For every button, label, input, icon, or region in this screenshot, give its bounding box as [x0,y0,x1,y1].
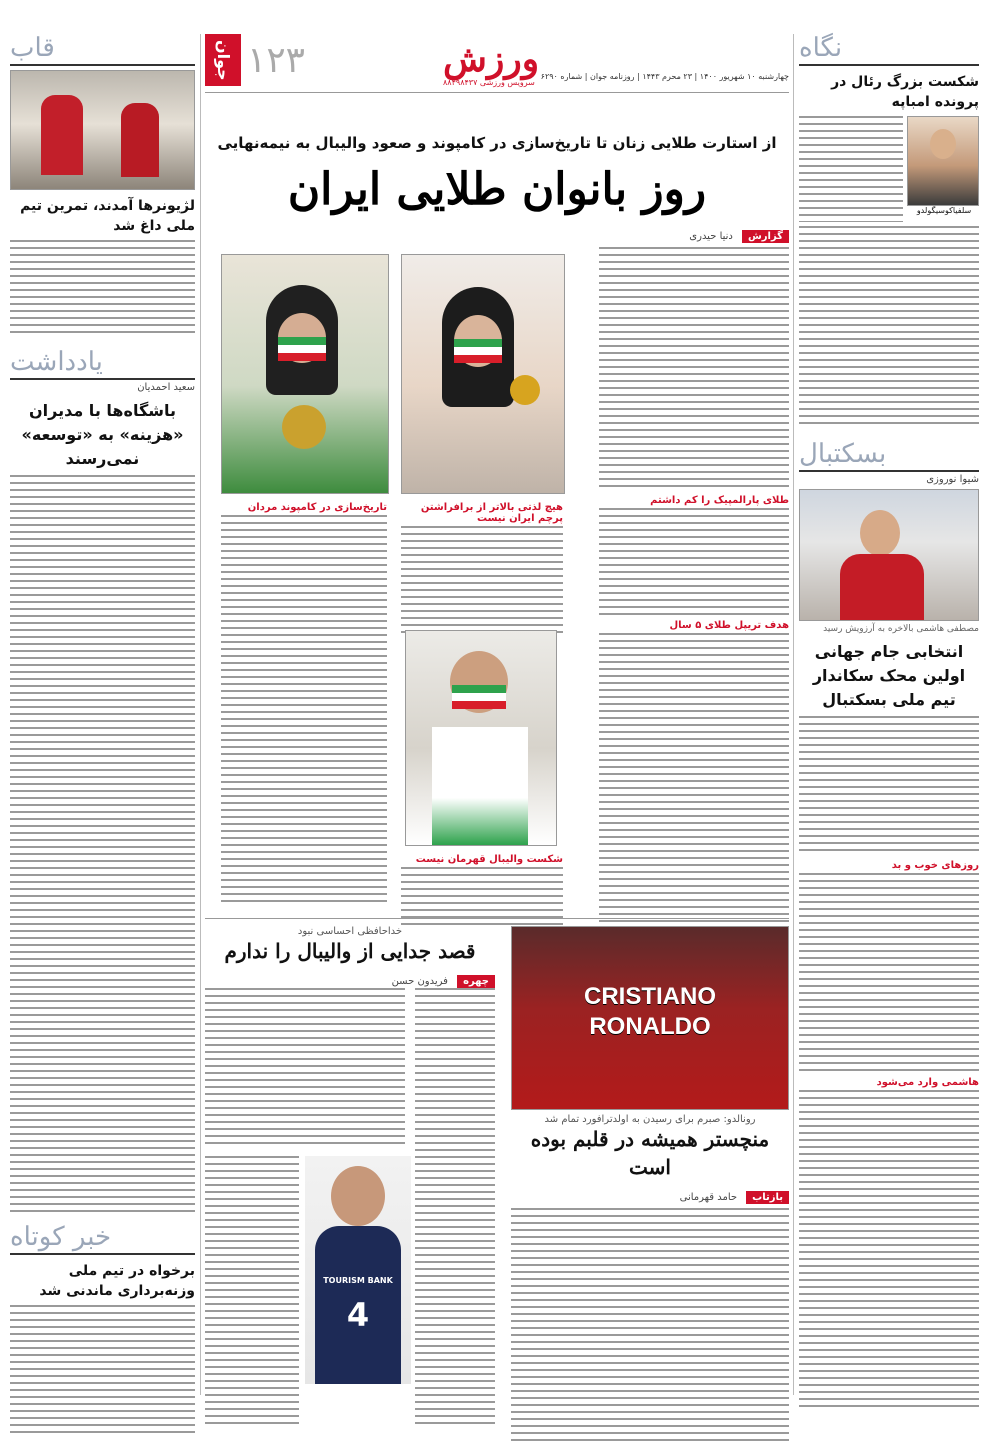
author-name: دنیا حیدری [689,231,733,242]
shirt-shape [840,554,924,620]
author-name: فریدون حسن [391,976,448,987]
ronaldo-article [511,926,789,1444]
shirt-shape [432,727,528,845]
main-article-column [599,224,789,941]
section-logo: ورزش [443,38,540,80]
divider [205,918,789,919]
face-shape [860,510,900,556]
article-kicker: خداحافظی احساسی نبود [297,926,403,937]
text-block [415,988,495,1428]
text-block [799,226,979,426]
subheading: هیچ لذتی بالاتر از برافراشتن پرچم ایران نیست [420,502,563,524]
ronaldo-banner-bottom: RONALDO [589,1013,711,1040]
section-label-qab: قاب [10,34,195,66]
volleyball-article [205,926,495,1334]
text-block [599,508,789,616]
player-shape [41,95,83,175]
coach-photo [799,489,979,621]
section-label-basketball: بسکتبال [799,440,979,472]
center-area [205,34,789,1395]
column-separator [793,34,794,1395]
left-article-title: برخواه در تیم ملی وزنه‌برداری ماندنی شد [39,1263,195,1299]
mask-shape [454,339,502,363]
text-block [599,247,789,491]
text-block [599,633,789,941]
subheading: هاشمی وارد می‌شود [876,1077,979,1088]
article-column [401,498,563,638]
photo-caption: مصطفی هاشمی بالاخره به آرزویش رسید [823,624,979,634]
section-phone: سرویس ورزشی ۸۸۴۹۸۴۳۷ [443,78,535,87]
text-block [10,475,195,1213]
subheading: شکست والیبال قهرمان نیست [415,854,563,865]
jersey-number: 4 [346,1296,370,1334]
author-name: سعید احمدیان [137,382,195,393]
jersey-sponsor: TOURISM BANK [323,1276,393,1285]
gold-medal-shape [510,375,540,405]
subheading: طلای پارالمپیک را کم داشتم [650,495,789,506]
text-block [205,988,405,1148]
author-name: حامد قهرمانی [679,1192,738,1203]
left-article-title: باشگاه‌ها با مدیران «هزینه» به «توسعه» نمی‌رسند [21,401,184,468]
article-tag: چهره [457,975,495,988]
main-headline: روز بانوان طلایی ایران [287,164,707,215]
section-label-yaddasht: یادداشت [10,348,195,380]
text-block [799,873,979,1073]
male-medalist-photo [405,630,557,846]
column-separator [200,34,201,1395]
article-column [221,498,387,903]
article-tag: گزارش [742,230,789,243]
right-column [799,34,979,1395]
text-block [221,515,387,903]
right-article-title: انتخابی جام جهانی اولین محک سکاندار تیم ملی بسکتبال [812,642,966,709]
text-block [10,1305,195,1433]
section-label-khabar-kootah: خبر کوتاه [10,1223,195,1255]
mask-shape [278,337,326,361]
article-column [401,850,563,925]
right-article-title: شکست بزرگ رئال در پرونده امباپه [831,74,979,110]
text-block [401,526,563,638]
photo-caption: سلفیاکوسیگولدو [916,206,972,215]
subheading: تاریخ‌سازی در کامپوند مردان [247,502,387,513]
medal-shape [282,405,326,449]
face-shape [331,1166,385,1226]
article-tag: بازتاب [746,1191,789,1204]
section-label-negah: نگاه [799,34,979,66]
article-title: منچستر همیشه در قلبم بوده است [530,1127,770,1179]
gold-medalist-photo [401,254,565,494]
text-block [10,240,195,338]
main-kicker: از استارت طلایی زنان تا تاریخ‌سازی در کامپوند و صعود والیبال به نیمه‌نهایی [217,134,777,152]
paralympian-photo [221,254,389,494]
newspaper-logo: جوان [205,34,241,86]
right-article-lead [799,116,979,226]
author-name: شیوا نوروزی [926,474,979,485]
volleyball-player-photo [305,1156,411,1384]
ronaldo-banner-top: CRISTIANO [584,983,716,1010]
team-training-photo [10,70,195,190]
mask-shape [452,685,506,709]
author-photo [907,116,979,206]
left-article-title: لژیونرها آمدند، تمرین تیم ملی داغ شد [20,198,195,234]
text-block [205,1156,299,1428]
page-number: ۱۲۳ [247,40,306,81]
text-block [511,1208,789,1444]
subheading: هدف تریپل طلای ۵ سال [669,620,789,631]
face-shape [930,129,956,159]
text-block [401,867,563,925]
text-block [799,716,979,856]
ronaldo-photo [511,926,789,1110]
text-block [799,1090,979,1410]
player-shape [121,103,159,177]
subheading: روزهای خوب و بد [891,860,979,871]
article-kicker: رونالدو: صبرم برای رسیدن به اولدترافورد تمام شد [544,1114,756,1125]
text-block [799,116,903,222]
issue-date-line: چهارشنبه ۱۰ شهریور ۱۴۰۰ | ۲۳ محرم ۱۴۴۳ | روزنامه جوان | شماره ۶۲۹۰ [540,72,789,81]
article-title: قصد جدایی از والیبال را ندارم [224,939,476,963]
left-column [10,34,195,1395]
